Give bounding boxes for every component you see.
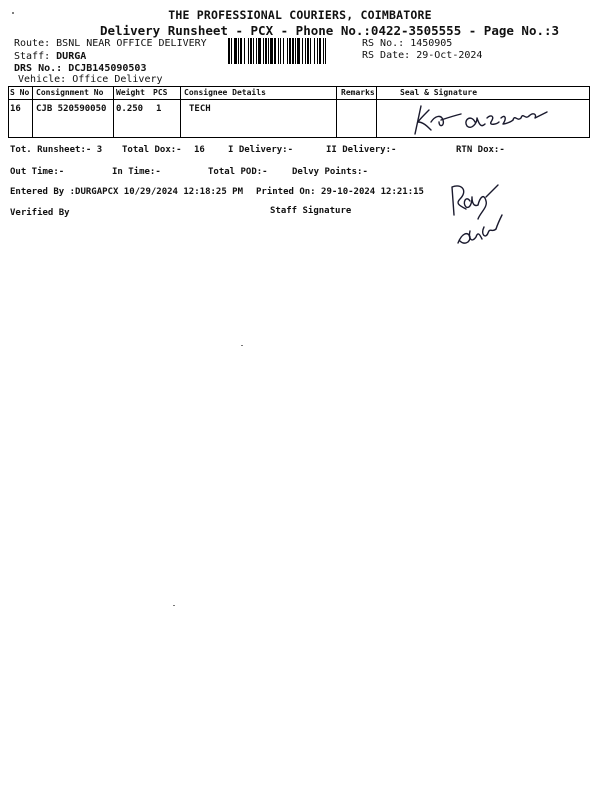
- verified-by: Verified By: [10, 208, 70, 218]
- barcode-bar: [270, 38, 273, 64]
- table-top-border: [8, 86, 590, 87]
- table-col-divider: [32, 86, 33, 138]
- barcode-bar: [253, 38, 254, 64]
- header-weight: Weight: [116, 88, 145, 97]
- header-sno: S No: [10, 88, 30, 97]
- rtn-dox: RTN Dox:-: [456, 145, 505, 155]
- rs-date-value: 29-Oct-2024: [416, 50, 483, 61]
- header-pcs: PCS: [153, 88, 168, 97]
- barcode-bar: [234, 38, 237, 64]
- table-cell-consignment: CJB 520590050: [36, 104, 107, 114]
- rs-no-value: 1450905: [410, 38, 453, 49]
- barcode-bar: [317, 38, 318, 64]
- rs-no-label: RS No.:: [362, 38, 405, 49]
- barcode-bar: [289, 38, 291, 64]
- company-name: THE PROFESSIONAL COURIERS, COIMBATORE: [168, 8, 432, 22]
- barcode-bar: [287, 38, 288, 64]
- barcode-bar: [323, 38, 324, 64]
- i-delivery: I Delivery:-: [228, 145, 294, 155]
- header-seal: Seal & Signature: [400, 88, 478, 97]
- staff-value: DURGA: [56, 51, 87, 62]
- staff-signature-label: Staff Signature: [270, 206, 352, 216]
- barcode-bar: [274, 38, 276, 64]
- barcode-bar: [310, 38, 311, 64]
- total-dox-value: 16: [194, 145, 205, 155]
- header-consignee: Consignee Details: [184, 88, 266, 97]
- barcode-bar: [263, 38, 264, 64]
- table-cell-sno: 16: [10, 104, 21, 114]
- rs-no-line: [362, 38, 452, 49]
- barcode-bar: [314, 38, 315, 64]
- tot-runsheet: Tot. Runsheet:- 3: [10, 145, 103, 155]
- table-col-divider: [180, 86, 181, 138]
- drs-line: [14, 63, 146, 74]
- table-right-border: [589, 86, 590, 138]
- barcode-bar: [231, 38, 232, 64]
- total-pod: Total POD:-: [208, 167, 268, 177]
- table-col-divider: [376, 86, 377, 138]
- route-value: BSNL NEAR OFFICE DELIVERY: [56, 38, 207, 49]
- barcode-bar: [302, 38, 303, 64]
- route-line: [14, 38, 207, 49]
- barcode-bar: [280, 38, 281, 64]
- scan-speck: [12, 12, 14, 14]
- table-col-divider: [113, 86, 114, 138]
- delvy-points: Delvy Points:-: [292, 167, 368, 177]
- ii-delivery: II Delivery:-: [326, 145, 397, 155]
- barcode-bar: [258, 38, 261, 64]
- table-cell-weight: 0.250: [116, 104, 144, 114]
- staff-line: [14, 51, 86, 62]
- table-cell-pcs: 1: [156, 104, 162, 114]
- barcode-bar: [248, 38, 249, 64]
- barcode-bar: [325, 38, 326, 64]
- drs-value: DCJB145090503: [68, 63, 147, 74]
- table-left-border: [8, 86, 9, 138]
- barcode-bar: [305, 38, 306, 64]
- printed-on: Printed On: 29-10-2024 12:21:15: [256, 187, 424, 197]
- table-col-divider: [336, 86, 337, 138]
- vehicle-label: Vehicle:: [18, 74, 67, 85]
- barcode-bar: [307, 38, 309, 64]
- rs-date-line: [362, 50, 482, 61]
- barcode-bar: [256, 38, 257, 64]
- barcode-bar: [238, 38, 239, 64]
- barcode-bar: [240, 38, 242, 64]
- total-dox-label: Total Dox:-: [122, 145, 182, 155]
- barcode-bar: [283, 38, 284, 64]
- entered-by: Entered By :DURGAPCX 10/29/2024 12:18:25 PM: [10, 187, 243, 197]
- barcode: [228, 38, 352, 64]
- in-time: In Time:-: [112, 167, 161, 177]
- runsheet-title: Delivery Runsheet - PCX - Phone No.:0422-3505555 - Page No.:3: [100, 23, 560, 38]
- header-consignment: Consignment No: [36, 88, 104, 97]
- scan-speck: [173, 605, 175, 606]
- barcode-bar: [278, 38, 279, 64]
- staff-label: Staff:: [14, 51, 51, 62]
- out-time: Out Time:-: [10, 167, 65, 177]
- recipient-signature: [405, 100, 555, 138]
- barcode-bar: [250, 38, 252, 64]
- barcode-bar: [295, 38, 296, 64]
- barcode-bar: [297, 38, 300, 64]
- route-label: Route:: [14, 38, 51, 49]
- rs-date-label: RS Date:: [362, 50, 411, 61]
- table-cell-consignee: TECH: [189, 104, 211, 114]
- barcode-bar: [319, 38, 321, 64]
- scan-speck: [241, 345, 243, 346]
- drs-label: DRS No.:: [14, 63, 63, 74]
- vehicle-value: Office Delivery: [72, 74, 163, 85]
- staff-signature: [440, 175, 510, 255]
- barcode-bar: [228, 38, 230, 64]
- barcode-bar: [292, 38, 294, 64]
- barcode-bar: [265, 38, 267, 64]
- barcode-bar: [268, 38, 269, 64]
- barcode-bar: [244, 38, 245, 64]
- vehicle-line: [18, 74, 163, 85]
- header-remarks: Remarks: [341, 88, 375, 97]
